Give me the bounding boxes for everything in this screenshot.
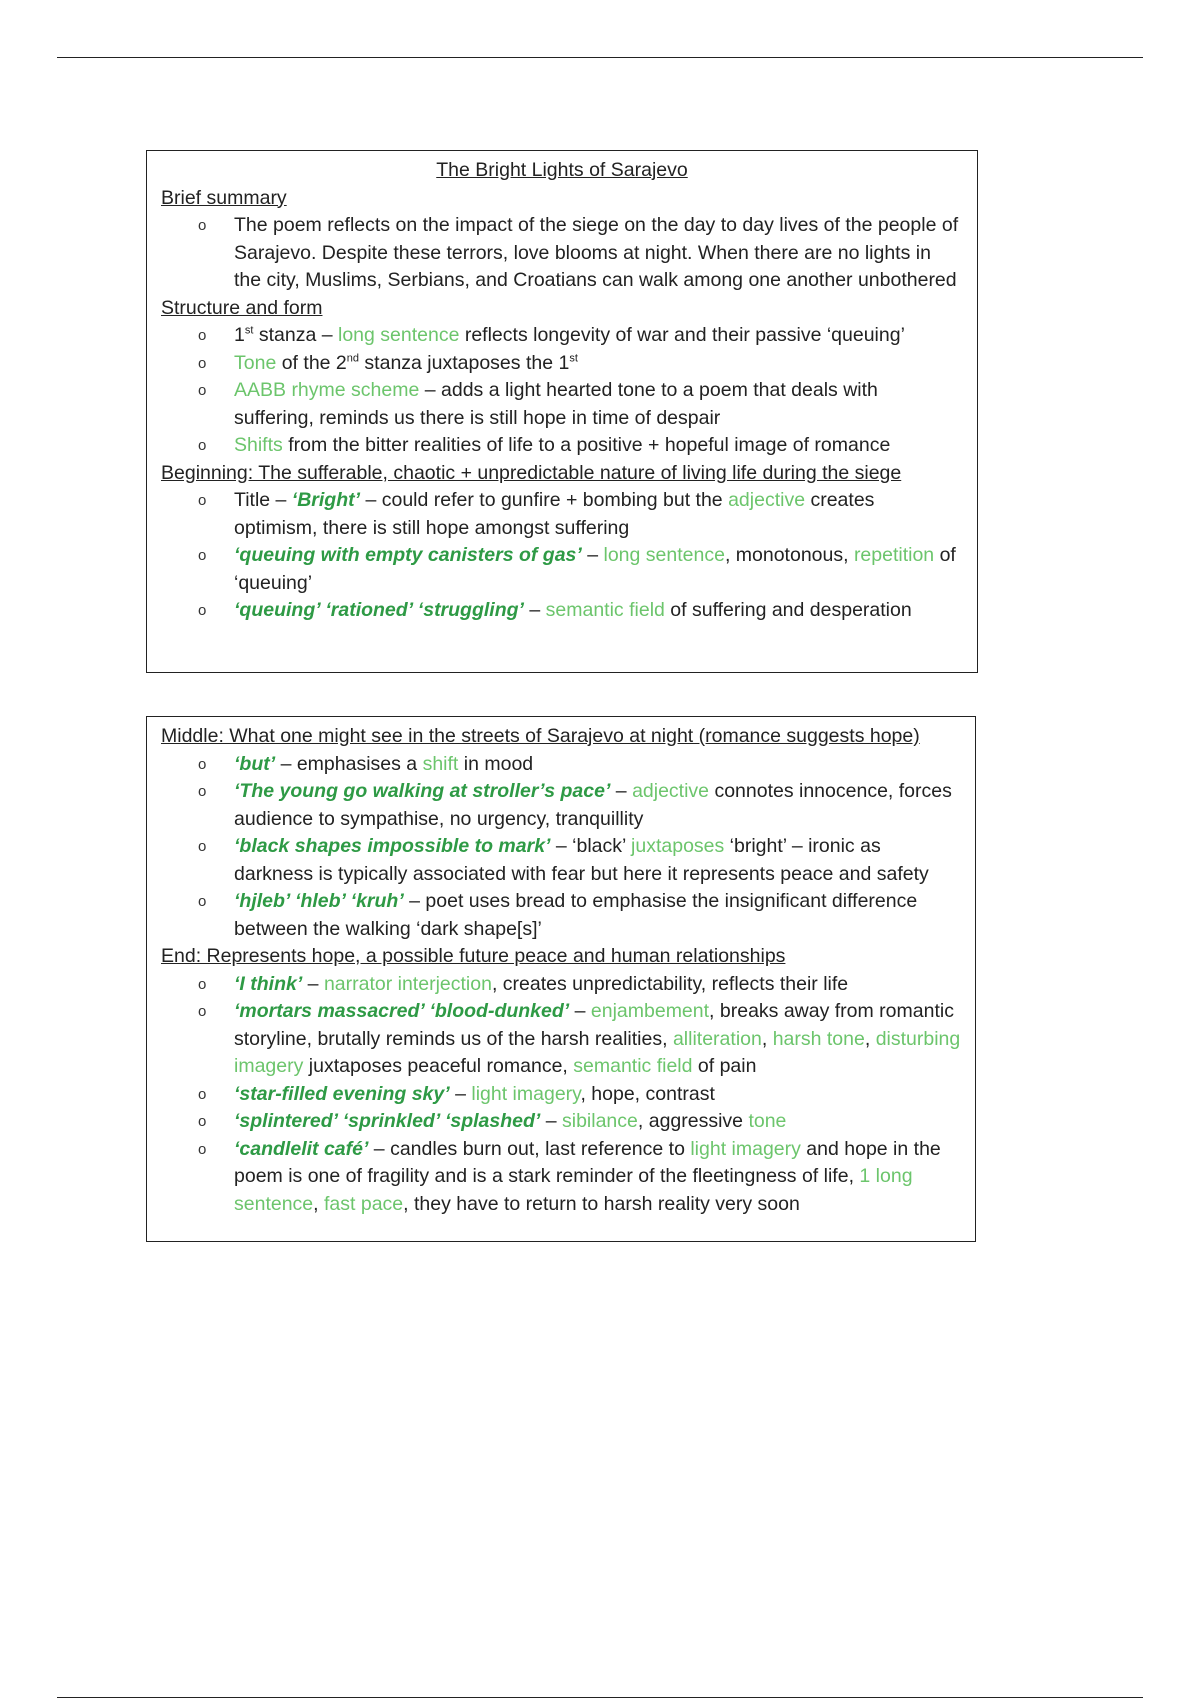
structure-list	[161, 322, 963, 460]
bullet-icon: o	[198, 327, 207, 344]
end-heading: End: Represents hope, a possible future peace and human relationships	[161, 945, 786, 967]
bullet-icon: o	[198, 492, 207, 509]
end-list	[161, 971, 961, 1219]
list-item: o 1st stanza – long sentence reflects longevity of war and their passive ‘queuing’	[161, 322, 963, 350]
structure-heading: Structure and form	[161, 296, 323, 319]
list-item: o ‘I think’ – narrator interjection, creates unpredictability, reflects their life	[161, 971, 961, 999]
list-item: o ‘queuing with empty canisters of gas’ – long sentence, monotonous, repetition of ‘queuing’	[198, 544, 956, 594]
header-rule	[57, 57, 1143, 58]
bullet-icon: o	[198, 217, 207, 234]
bullet-icon: o	[198, 547, 207, 564]
list-item: o ‘splintered’ ‘sprinkled’ ‘splashed’ – sibilance, aggressive tone	[161, 1108, 961, 1136]
list-item: o ‘black shapes impossible to mark’ – ‘black’ juxtaposes ‘bright’ – ironic as darkness is typically associated with fear but here it represents peace and safety	[198, 835, 929, 885]
middle-list	[161, 751, 961, 944]
document-title: The Bright Lights of Sarajevo	[436, 159, 688, 181]
list-item: o The poem reflects on the impact of the siege on the day to day lives of the people of Sarajevo. Despite these terrors, love blooms at night. When there are no lights in the city, Muslims, Serbians, and Croatians can walk among one another unbothered	[198, 214, 959, 291]
footer-rule	[57, 1697, 1143, 1698]
list-item: o ‘hjleb’ ‘hleb’ ‘kruh’ – poet uses bread to emphasise the insignificant difference between the walking ‘dark shape[s]’	[198, 890, 918, 940]
bullet-icon: o	[198, 382, 207, 399]
summary-list	[161, 212, 963, 295]
summary-heading: Brief summary	[161, 186, 287, 209]
bullet-icon: o	[198, 1140, 207, 1158]
bullet-icon: o	[198, 354, 207, 372]
beginning-heading: Beginning: The sufferable, chaotic + unpredictable nature of living life during the siege	[161, 461, 902, 484]
list-item: o Tone of the 2nd stanza juxtaposes the 1st	[161, 350, 963, 378]
list-item: o Shifts from the bitter realities of life to a positive + hopeful image of romance	[161, 432, 963, 460]
bullet-icon: o	[198, 1003, 207, 1020]
bullet-icon: o	[198, 602, 207, 619]
bullet-icon: o	[198, 838, 207, 855]
list-item: o ‘mortars massacred’ ‘blood-dunked’ – enjambement, breaks away from romantic storyline, brutally reminds us of the harsh realities, alliteration, harsh tone, disturbing imagery juxtaposes peaceful romance, semantic field of pain	[198, 1000, 961, 1077]
list-item: o ‘The young go walking at stroller’s pace’ – adjective connotes innocence, forces audience to sympathise, no urgency, tranquillity	[198, 780, 952, 830]
bullet-icon: o	[198, 975, 207, 993]
list-item: o AABB rhyme scheme – adds a light hearted tone to a poem that deals with suffering, reminds us there is still hope in time of despair	[198, 379, 878, 429]
notes-box-part-2	[146, 716, 976, 1242]
list-item: o ‘but’ – emphasises a shift in mood	[161, 751, 961, 779]
notes-box-part-1	[146, 150, 978, 673]
bullet-icon: o	[198, 1113, 207, 1130]
middle-heading: Middle: What one might see in the streets of Sarajevo at night (romance suggests hope)	[161, 725, 920, 747]
list-item: o ‘star-filled evening sky’ – light imagery, hope, contrast	[161, 1081, 961, 1109]
beginning-list	[161, 487, 963, 625]
bullet-icon: o	[198, 437, 207, 454]
bullet-icon: o	[198, 1085, 207, 1103]
list-item: o Title – ‘Bright’ – could refer to gunfire + bombing but the adjective creates optimism, there is still hope amongst suffering	[198, 489, 875, 539]
bullet-icon: o	[198, 755, 207, 773]
bullet-icon: o	[198, 893, 207, 910]
bullet-icon: o	[198, 783, 207, 800]
list-item: o ‘candlelit café’ – candles burn out, last reference to light imagery and hope in the poem is one of fragility and is a stark reminder of the fleetingness of life, 1 long sentence, fast pace, they have to return to harsh reality very soon	[198, 1137, 941, 1215]
list-item: o ‘queuing’ ‘rationed’ ‘struggling’ – semantic field of suffering and desperation	[161, 597, 963, 625]
